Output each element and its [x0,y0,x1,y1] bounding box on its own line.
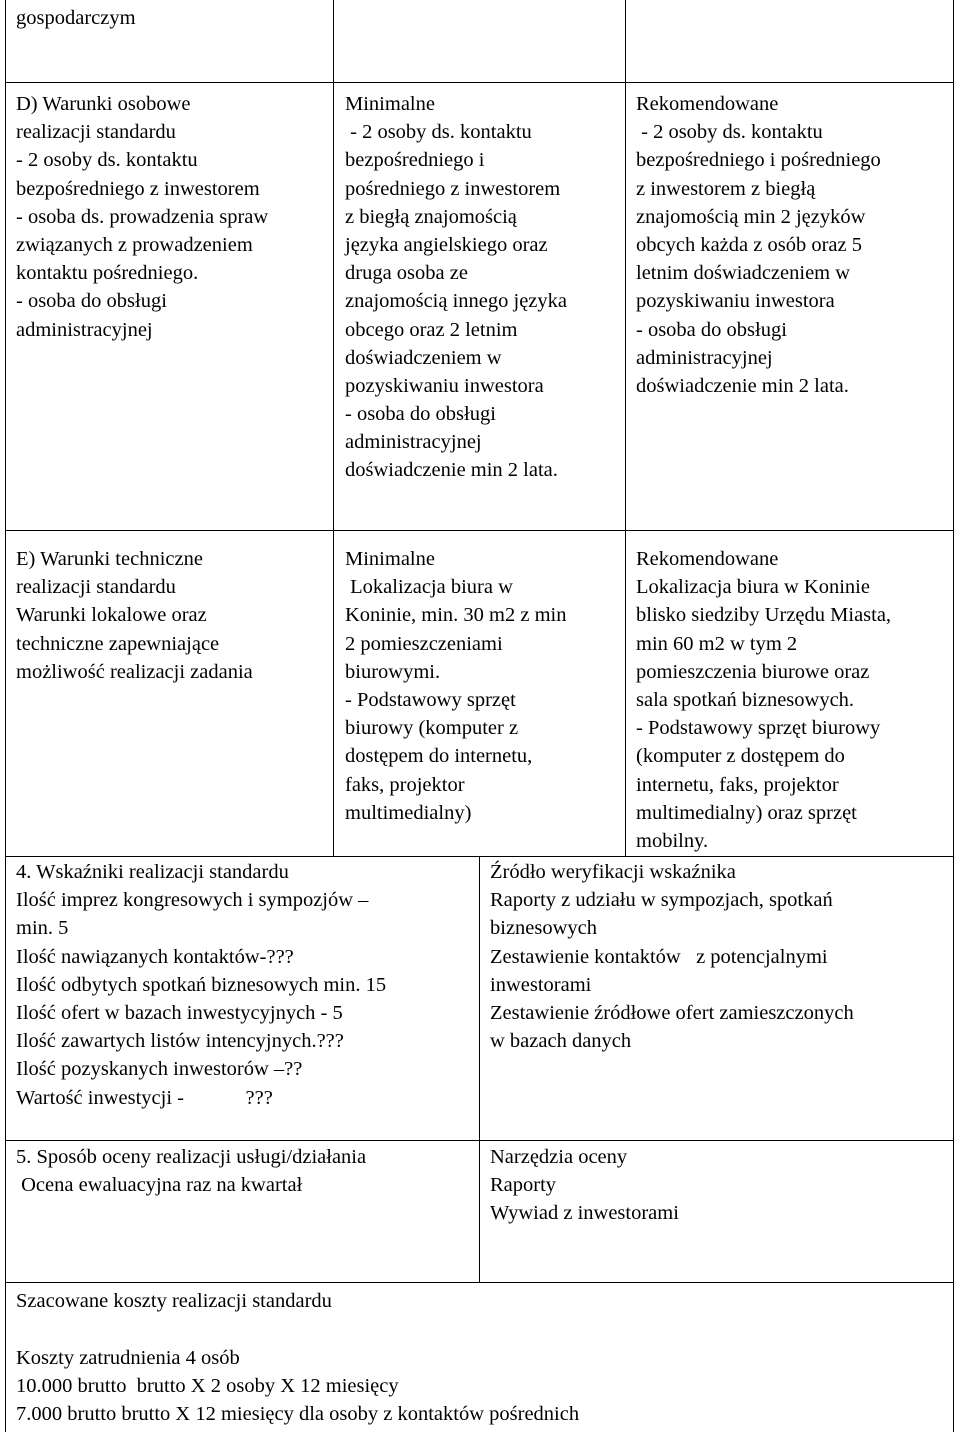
section-5-tools [490,1143,679,1228]
section-e-label [16,545,253,686]
text-line: - osoba do obsługi [636,318,787,341]
column-header-minimal: Minimalne [345,548,435,570]
text-line: (komputer z dostępem do [636,745,845,768]
text-line: 10.000 brutto brutto X 2 osoby X 12 miesięcy [16,1375,399,1398]
text-line: mobilny. [636,829,709,852]
text-line: z inwestorem z biegłą [636,177,816,200]
text-line: Ilość odbytych spotkań biznesowych min. 15 [16,973,387,996]
text-line: min. 5 [16,917,69,940]
text-line: Koninie, min. 30 m2 z min [345,604,567,627]
text-line: administracyjnej [636,346,773,369]
text-line: realizacji standardu [16,576,176,599]
text-line: blisko siedziby Urzędu Miasta, [636,604,892,627]
section-4-verification [490,858,854,1055]
text-line: letnim doświadczeniem w [636,262,851,285]
text-line: administracyjnej [345,431,482,454]
text-line: języka angielskiego oraz [345,233,548,256]
text-line: Raporty [490,1174,557,1197]
text-line: 7.000 brutto brutto X 12 miesięcy dla osoby z kontaktów pośrednich [16,1403,580,1426]
text-line: z biegłą znajomością [345,205,517,228]
section-costs-heading: Szacowane koszty realizacji standardu [16,1290,332,1312]
text-line: bezpośredniego i pośredniego [636,149,881,172]
text-line: sala spotkań biznesowych. [636,688,855,711]
text-line: Koszty zatrudnienia 4 osób [16,1347,240,1369]
text-line: druga osoba ze [345,262,468,285]
text-line: multimedialny) [345,801,472,824]
section-5-evaluation [16,1143,366,1199]
text-line: biurowymi. [345,660,441,683]
text-line: Raporty z udziału w sympozjach, spotkań [490,889,833,912]
text-line: biurowy (komputer z [345,717,519,740]
text-line: bezpośredniego i [345,149,485,172]
section-4-right-heading: Źródło weryfikacji wskaźnika [490,861,736,883]
section-d-label [16,90,268,344]
column-header-recommended: Rekomendowane [636,548,779,570]
text-line: obcych każda z osób oraz 5 [636,233,862,256]
text-line: pozyskiwaniu inwestora [636,290,835,313]
text-line: Wartość inwestycji - ??? [16,1086,273,1109]
table-border-right [953,0,954,1432]
text-line: Zestawienie kontaktów z potencjalnymi [490,945,828,968]
section-4-heading: 4. Wskaźniki realizacji standardu [16,861,289,883]
col-divider-middle-lower [479,856,480,1283]
text-line: realizacji standardu [16,121,176,144]
text-line: inwestorami [490,973,592,996]
text-line: Ilość ofert w bazach inwestycyjnych - 5 [16,1001,343,1024]
costs-title [16,1287,332,1315]
text-line: - osoba ds. prowadzenia spraw [16,205,269,228]
section-4-indicators [16,858,386,1112]
text-line: Zestawienie źródłowe ofert zamieszczonych [490,1001,854,1024]
text-line: - osoba do obsługi [345,403,496,426]
text-line: Ilość nawiązanych kontaktów-??? [16,945,294,968]
cell-text: gospodarczym [16,7,136,29]
text-line: Wywiad z inwestorami [490,1202,679,1225]
text-line: Ilość imprez kongresowych i sympozjów – [16,889,369,912]
text-line: - osoba do obsługi [16,290,167,313]
text-line: D) Warunki osobowe [16,93,191,115]
row-divider-d-e [5,530,954,531]
text-line: bezpośredniego z inwestorem [16,177,260,200]
text-line: E) Warunki techniczne [16,548,203,570]
text-line: obcego oraz 2 letnim [345,318,518,341]
column-header-recommended: Rekomendowane [636,93,779,115]
text-line: Lokalizacja biura w [345,576,513,599]
section-e-minimal [345,545,567,827]
text-line: pomieszczenia biurowe oraz [636,660,870,683]
text-line: pośredniego z inwestorem [345,177,561,200]
table-border-left [5,0,6,1432]
text-line: biznesowych [490,917,598,940]
text-line: faks, projektor [345,773,465,796]
text-line: pozyskiwaniu inwestora [345,374,544,397]
text-line: min 60 m2 w tym 2 [636,632,798,655]
section-d-recommended [636,90,881,400]
text-line: - 2 osoby ds. kontaktu [345,121,532,144]
text-line: Ilość pozyskanych inwestorów –?? [16,1058,303,1081]
text-line: internetu, faks, projektor [636,773,839,796]
text-line: techniczne zapewniające [16,632,220,655]
text-line: doświadczeniem w [345,346,502,369]
text-line: - Podstawowy sprzęt [345,688,516,711]
text-line: 2 pomieszczeniami [345,632,503,655]
text-line: znajomością innego języka [345,290,567,313]
text-line: Warunki lokalowe oraz [16,604,207,627]
section-5-heading: 5. Sposób oceny realizacji usługi/działania [16,1146,367,1168]
cell-top-left [16,4,136,32]
text-line: Ilość zawartych listów intencyjnych.??? [16,1030,344,1053]
text-line: Ocena ewaluacyjna raz na kwartał [16,1174,303,1197]
col-divider-2-upper [625,0,626,857]
text-line: multimedialny) oraz sprzęt [636,801,857,824]
text-line: doświadczenie min 2 lata. [636,374,849,397]
text-line: - 2 osoby ds. kontaktu [16,149,198,172]
text-line: - Podstawowy sprzęt biurowy [636,717,881,740]
section-e-recommended [636,545,891,855]
text-line: doświadczenie min 2 lata. [345,459,558,482]
text-line: - 2 osoby ds. kontaktu [636,121,823,144]
text-line: dostępem do internetu, [345,745,533,768]
text-line: możliwość realizacji zadania [16,660,253,683]
column-header-minimal: Minimalne [345,93,435,115]
text-line: związanych z prowadzeniem [16,233,253,256]
section-5-right-heading: Narzędzia oceny [490,1146,628,1168]
section-d-minimal [345,90,567,485]
costs-details [16,1344,579,1429]
text-line: administracyjnej [16,318,153,341]
text-line: znajomością min 2 języków [636,205,866,228]
text-line: Lokalizacja biura w Koninie [636,576,870,599]
text-line: w bazach danych [490,1030,632,1053]
row-divider-top [5,82,954,83]
col-divider-1-upper [333,0,334,857]
text-line: kontaktu pośredniego. [16,262,199,285]
